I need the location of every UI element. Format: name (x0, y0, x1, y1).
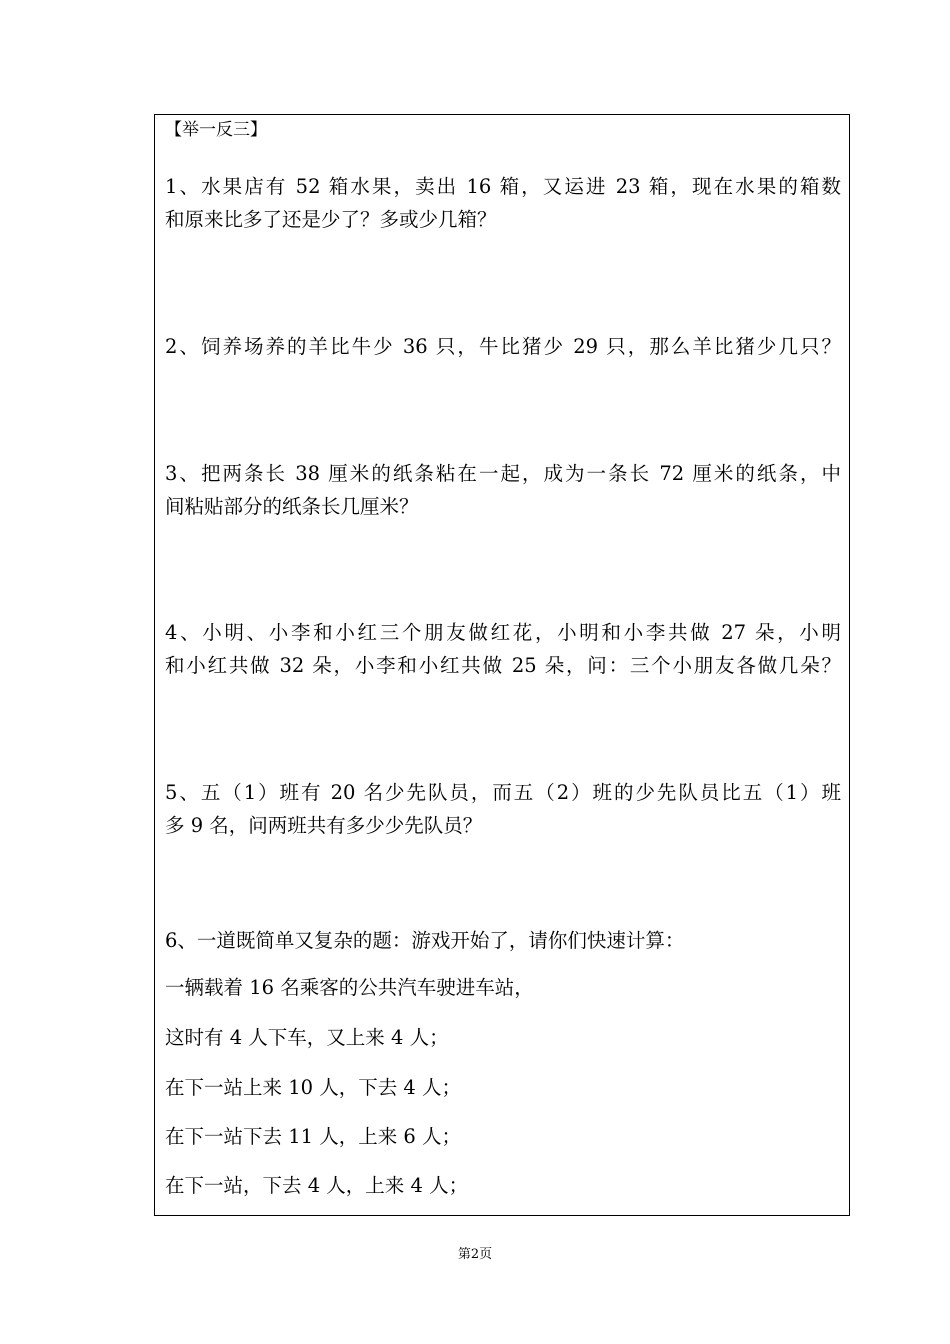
problem-5-line-1: 5、五（1）班有 20 名少先队员，而五（2）班的少先队员比五（1）班 (165, 781, 841, 804)
problem-4-line-2: 和小红共做 32 朵，小李和小红共做 25 朵，问：三个小朋友各做几朵？ (165, 654, 841, 677)
problem-3-line-2: 间粘贴部分的纸条长几厘米？ (165, 495, 419, 518)
problem-6-step-2: 这时有 4 人下车，又上来 4 人； (165, 1026, 449, 1049)
section-heading: 【举一反三】 (165, 120, 267, 140)
problem-1-line-1: 1、水果店有 52 箱水果，卖出 16 箱，又运进 23 箱，现在水果的箱数 (165, 175, 841, 198)
problem-6-intro: 6、一道既简单又复杂的题：游戏开始了，请你们快速计算： (165, 929, 685, 952)
problem-5-line-2: 多 9 名，问两班共有多少少先队员？ (165, 814, 483, 837)
page-number: 第2页 (457, 1247, 493, 1262)
problem-6-step-4: 在下一站下去 11 人，上来 6 人； (165, 1125, 462, 1148)
problem-6-step-3: 在下一站上来 10 人，下去 4 人； (165, 1076, 462, 1099)
problem-4-line-1: 4、小明、小李和小红三个朋友做红花，小明和小李共做 27 朵，小明 (165, 621, 841, 644)
problem-4 (165, 616, 841, 682)
problem-2-line-1: 2、饲养场养的羊比牛少 36 只，牛比猪少 29 只，那么羊比猪少几只？ (165, 335, 841, 358)
problem-5 (165, 776, 841, 842)
problem-2 (165, 330, 841, 363)
problem-1-line-2: 和原来比多了还是少了？多或少几箱？ (165, 208, 497, 231)
problem-6-step-5: 在下一站，下去 4 人，上来 4 人； (165, 1174, 469, 1197)
problem-3-line-1: 3、把两条长 38 厘米的纸条粘在一起，成为一条长 72 厘米的纸条，中 (165, 462, 841, 485)
problem-6-step-1: 一辆载着 16 名乘客的公共汽车驶进车站， (165, 976, 534, 999)
problem-3 (165, 457, 841, 523)
problem-1 (165, 170, 841, 236)
